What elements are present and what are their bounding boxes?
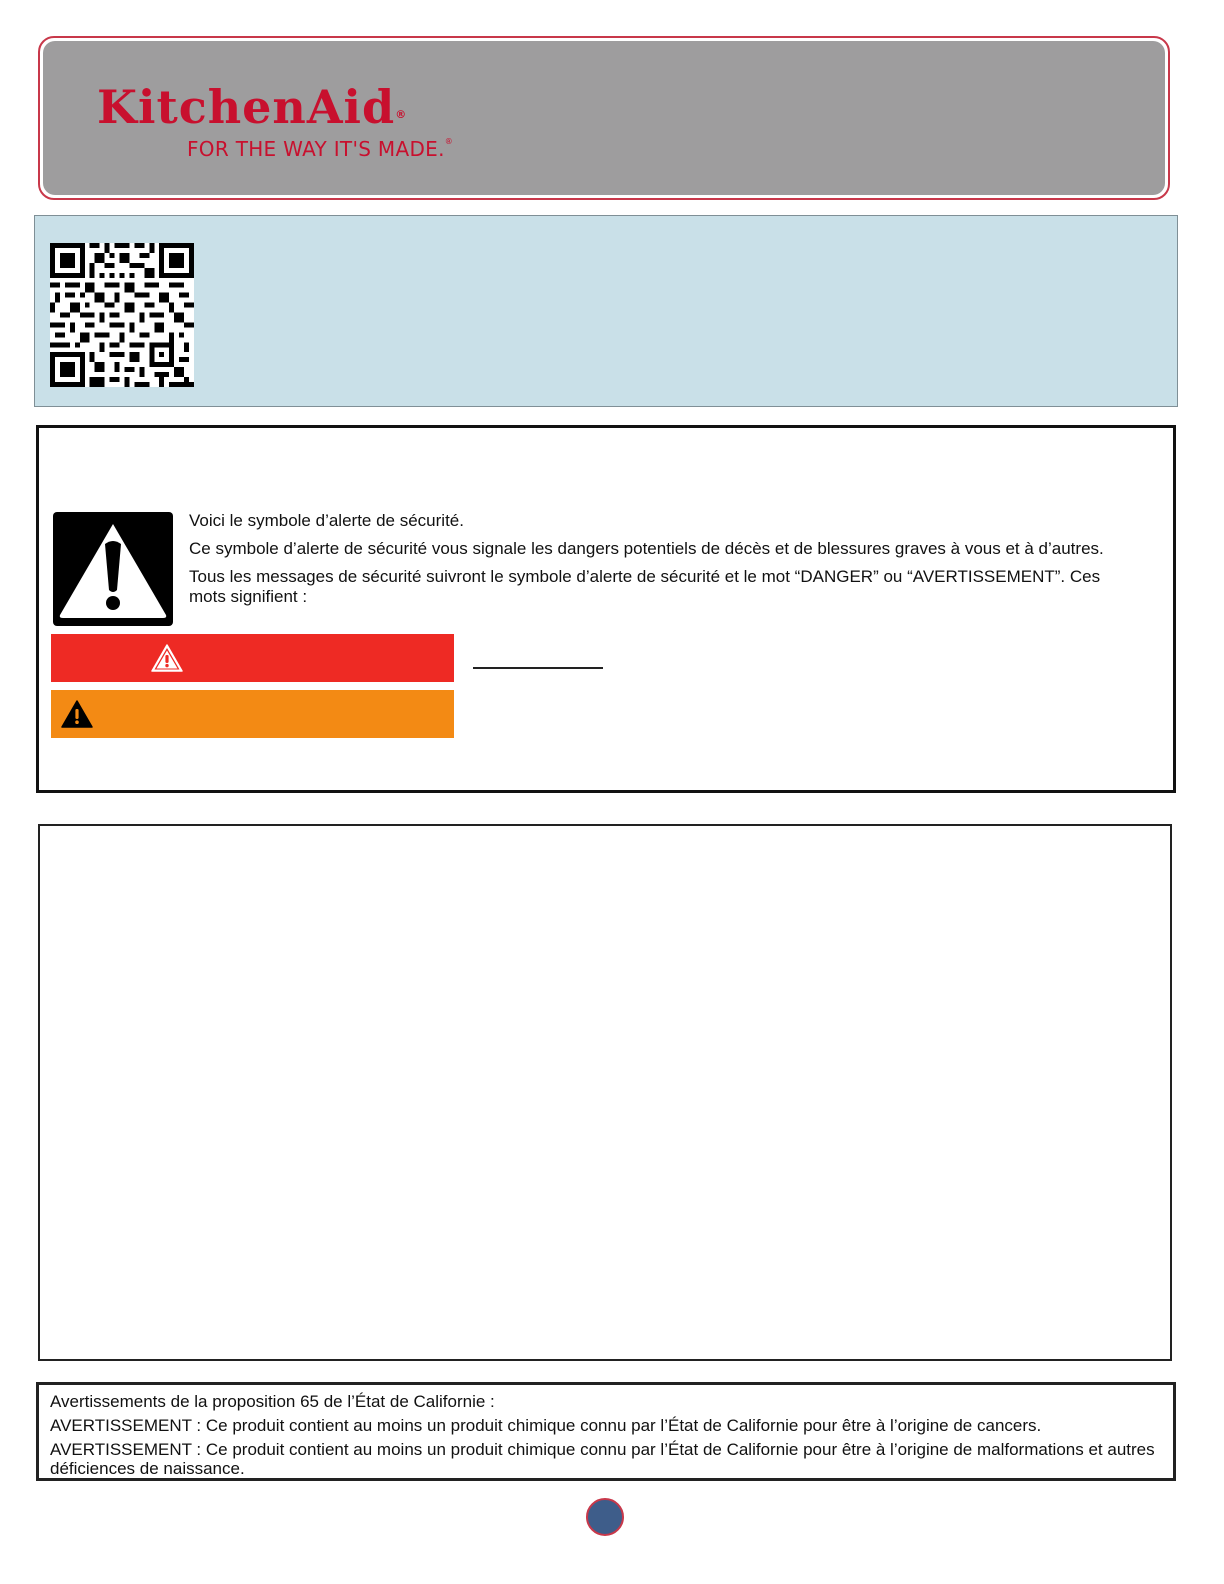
brand-header [38,36,1170,200]
safety-alert-section [36,425,1176,793]
prop65-warning-box [36,1382,1176,1481]
safety-alert-text [189,511,1139,615]
danger-triangle-icon [150,643,184,673]
logo-wordmark: KitchenAid [97,80,396,134]
warning-small-triangle-icon [60,699,94,729]
logo-tagline: FOR THE WAY IT'S MADE. [187,137,445,161]
page-indicator-dot [586,1498,624,1536]
underline-rule [473,667,603,669]
logo-registered-mark: ® [395,108,408,121]
safety-line-2: Ce symbole d’alerte de sécurité vous signale les dangers potentiels de décès et de blessures graves à vous et à d’autres. [189,539,1104,558]
brand-header-panel [43,41,1165,195]
safety-line-3: Tous les messages de sécurité suivront le symbole d’alerte de sécurité et le mot “DANGER” ou “AVERTISSEMENT”. Ces mots signifient : [189,567,1101,606]
qr-code-panel [34,215,1178,407]
prop65-warning-birth-defects: AVERTISSEMENT : Ce produit contient au moins un produit chimique connu par l’État de Californie pour être à l’origine de malformations et autres déficiences de naissance. [50,1440,1155,1478]
danger-bar [51,634,454,682]
prop65-heading: Avertissements de la proposition 65 de l’État de Californie : [50,1392,495,1411]
qr-code-icon [50,243,194,387]
safety-line-1: Voici le symbole d’alerte de sécurité. [189,511,464,530]
content-box [38,824,1172,1361]
prop65-warning-cancer: AVERTISSEMENT : Ce produit contient au moins un produit chimique connu par l’État de Californie pour être à l’origine de cancers. [50,1416,1042,1435]
kitchenaid-logo [97,80,454,161]
warning-triangle-icon [53,512,173,626]
warning-bar [51,690,454,738]
tagline-registered-mark: ® [444,137,454,146]
